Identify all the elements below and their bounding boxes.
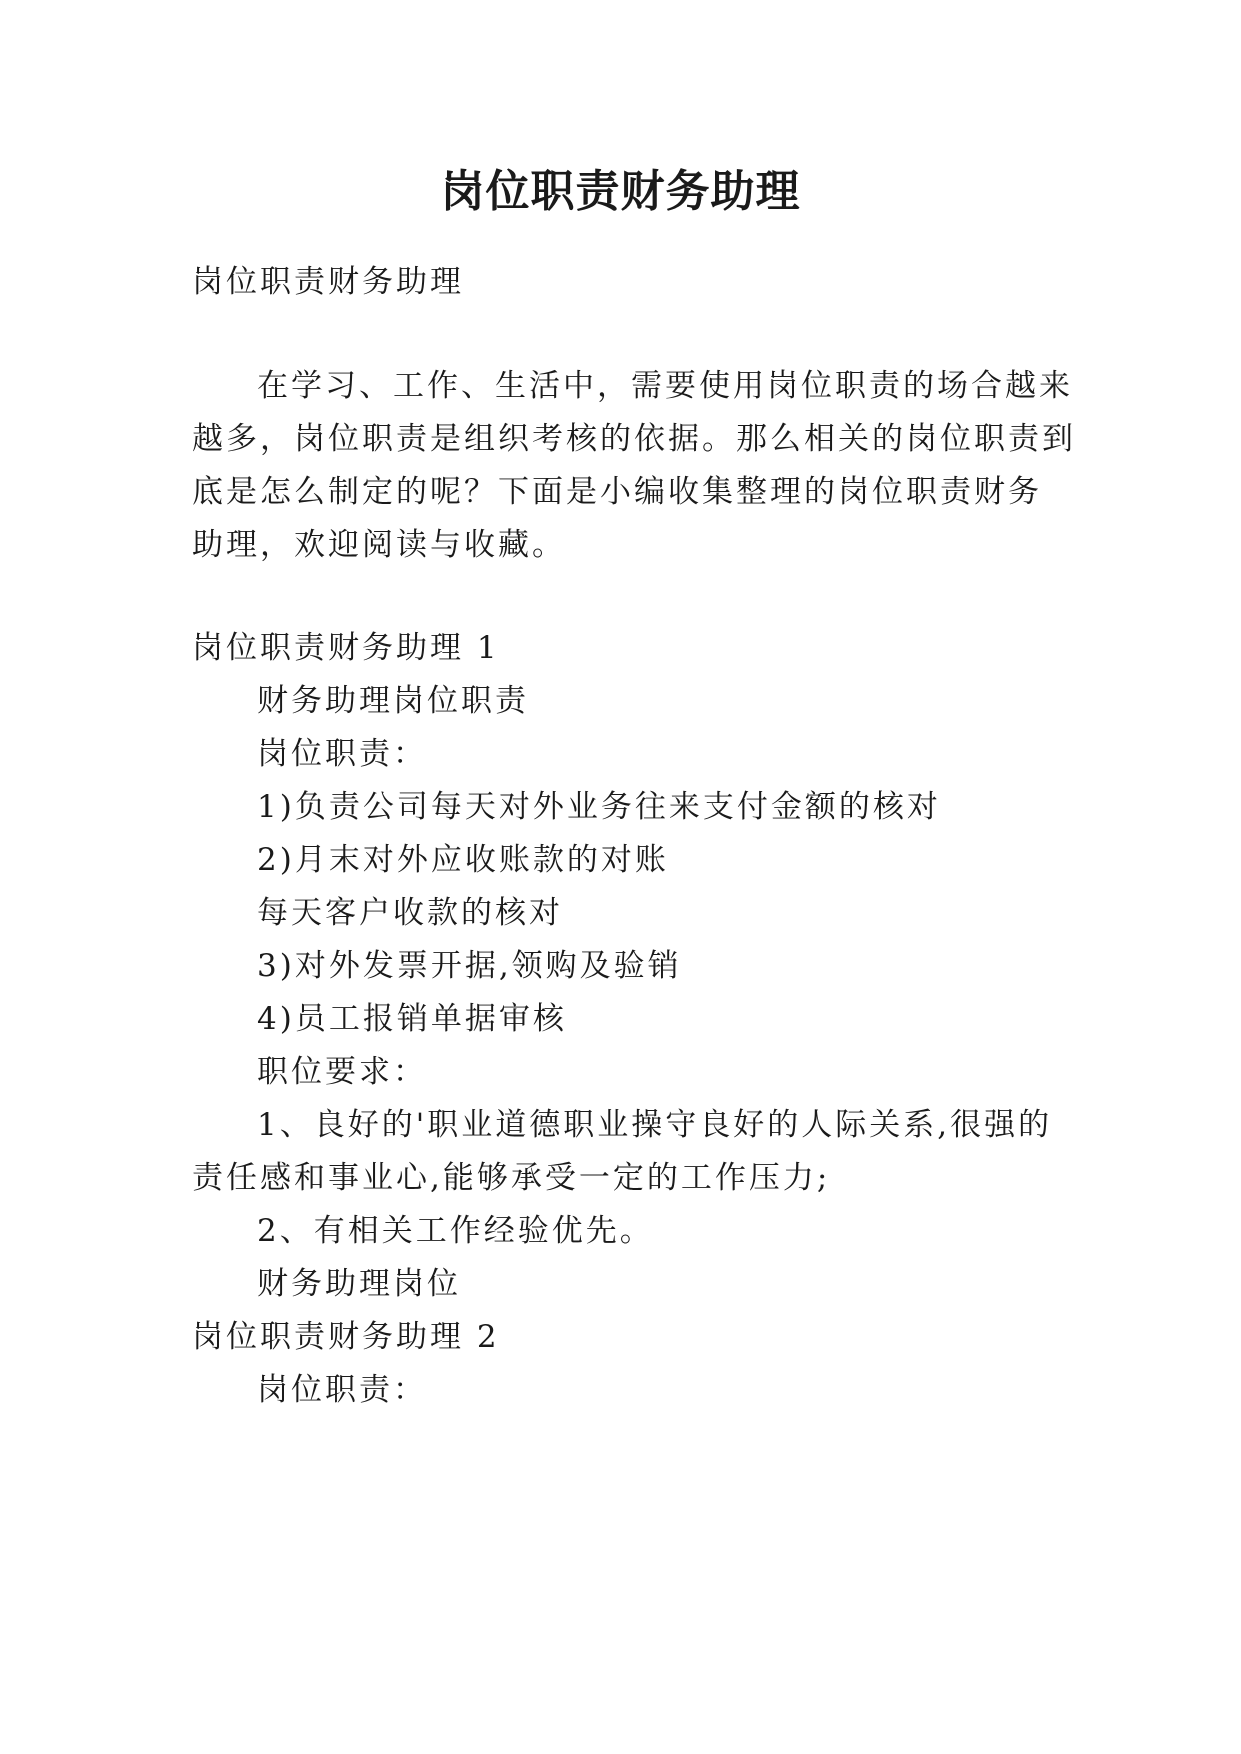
section-2-heading: 岗位职责财务助理 2 xyxy=(192,1319,500,1355)
document-title: 岗位职责财务助理 xyxy=(440,166,801,217)
intro-line-1: 在学习、工作、生活中，需要使用岗位职责的场合越来 xyxy=(257,368,1073,404)
requirement-1-line-2: 责任感和事业心,能够承受一定的工作压力; xyxy=(192,1160,831,1196)
duty-item: 2)月末对外应收账款的对账 xyxy=(257,842,669,878)
document-subtitle: 岗位职责财务助理 xyxy=(192,264,464,300)
intro-line-4: 助理，欢迎阅读与收藏。 xyxy=(192,527,566,563)
duty-item: 每天客户收款的核对 xyxy=(257,895,563,931)
section-1-duties-label: 岗位职责： xyxy=(257,736,427,772)
section-1-footer-line: 财务助理岗位 xyxy=(257,1266,461,1302)
intro-line-3: 底是怎么制定的呢？下面是小编收集整理的岗位职责财务 xyxy=(192,474,1042,510)
requirement-1-line-1: 1、良好的'职业道德职业操守良好的人际关系,很强的 xyxy=(257,1107,1053,1143)
intro-line-2: 越多，岗位职责是组织考核的依据。那么相关的岗位职责到 xyxy=(192,421,1076,457)
duty-item: 3)对外发票开据,领购及验销 xyxy=(257,948,682,984)
requirement-2: 2、有相关工作经验优先。 xyxy=(257,1213,654,1249)
duty-item: 1)负责公司每天对外业务往来支付金额的核对 xyxy=(257,789,941,825)
section-1-job-title: 财务助理岗位职责 xyxy=(257,683,529,719)
section-2-duties-label: 岗位职责： xyxy=(257,1372,427,1408)
section-1-heading: 岗位职责财务助理 1 xyxy=(192,630,500,666)
requirements-label: 职位要求： xyxy=(257,1054,427,1090)
duty-item: 4)员工报销单据审核 xyxy=(257,1001,567,1037)
